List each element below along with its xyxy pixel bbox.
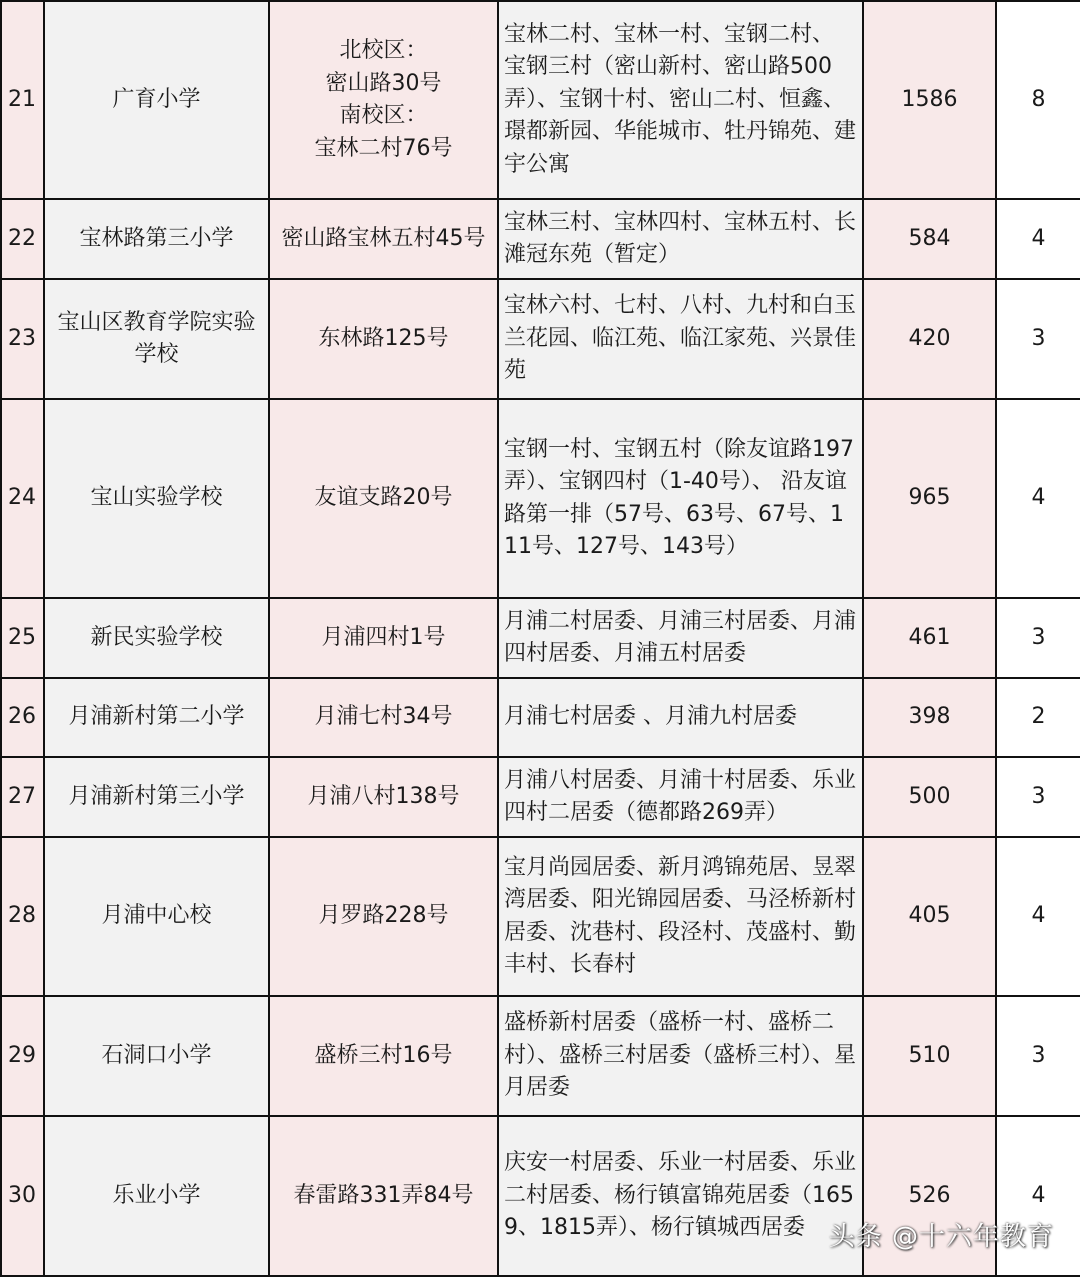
class-count: 8	[996, 1, 1080, 199]
address-line: 北校区：	[339, 38, 428, 63]
school-name: 乐业小学	[44, 1116, 269, 1276]
school-address	[269, 837, 498, 996]
address-line: 月罗路228号	[318, 903, 449, 929]
household-count: 500	[863, 757, 996, 837]
enrollment-area: 月浦八村居委、月浦十村居委、乐业四村二居委（德都路269弄）	[498, 757, 863, 837]
enrollment-area: 宝林六村、七村、八村、九村和白玉兰花园、临江苑、临江家苑、兴景佳苑	[498, 279, 863, 399]
school-address	[269, 1116, 498, 1276]
class-count: 4	[996, 399, 1080, 598]
row-number: 26	[1, 678, 44, 757]
school-address	[269, 399, 498, 598]
school-address	[269, 598, 498, 678]
address-line: 月浦四村1号	[321, 624, 446, 650]
household-count: 510	[863, 996, 996, 1116]
address-line: 南校区：	[339, 103, 428, 128]
school-address	[269, 996, 498, 1116]
school-name: 石洞口小学	[44, 996, 269, 1116]
address-line: 盛桥三村16号	[314, 1042, 453, 1068]
school-address	[269, 678, 498, 757]
household-count: 461	[863, 598, 996, 678]
school-name: 广育小学	[44, 1, 269, 199]
row-number: 25	[1, 598, 44, 678]
enrollment-area: 宝月尚园居委、新月鸿锦苑居、昱翠湾居委、阳光锦园居委、马泾桥新村居委、沈巷村、段泾村、茂盛村、勤丰村、长春村	[498, 837, 863, 996]
enrollment-area: 盛桥新村居委（盛桥一村、盛桥二村）、盛桥三村居委（盛桥三村）、星月居委	[498, 996, 863, 1116]
row-number: 27	[1, 757, 44, 837]
row-number: 30	[1, 1116, 44, 1276]
class-count: 3	[996, 757, 1080, 837]
school-address	[269, 279, 498, 399]
table-row	[1, 279, 1080, 399]
table-row	[1, 757, 1080, 837]
household-count: 1586	[863, 1, 996, 199]
class-count: 2	[996, 678, 1080, 757]
table-row	[1, 837, 1080, 996]
household-count: 405	[863, 837, 996, 996]
household-count: 584	[863, 199, 996, 279]
table-row	[1, 399, 1080, 598]
school-address	[269, 757, 498, 837]
class-count: 4	[996, 837, 1080, 996]
school-address	[269, 1, 498, 199]
address-line: 密山路宝林五村45号	[281, 225, 486, 251]
row-number: 29	[1, 996, 44, 1116]
enrollment-area: 月浦二村居委、月浦三村居委、月浦四村居委、月浦五村居委	[498, 598, 863, 678]
school-name: 宝山实验学校	[44, 399, 269, 598]
household-count: 398	[863, 678, 996, 757]
school-address	[269, 199, 498, 279]
enrollment-area: 月浦七村居委 、月浦九村居委	[498, 678, 863, 757]
row-number: 23	[1, 279, 44, 399]
household-count: 526	[863, 1116, 996, 1276]
table-row	[1, 678, 1080, 757]
table-body	[1, 1, 1080, 1276]
school-name: 宝林路第三小学	[44, 199, 269, 279]
household-count: 420	[863, 279, 996, 399]
row-number: 28	[1, 837, 44, 996]
enrollment-area: 宝林三村、宝林四村、宝林五村、长滩冠东苑（暂定）	[498, 199, 863, 279]
household-count: 965	[863, 399, 996, 598]
table-row	[1, 1, 1080, 199]
row-number: 24	[1, 399, 44, 598]
enrollment-area: 宝钢一村、宝钢五村（除友谊路197弄）、宝钢四村（1-40号）、 沿友谊路第一排（57号、63号、67号、111号、127号、143号）	[498, 399, 863, 598]
school-name: 月浦中心校	[44, 837, 269, 996]
address-line: 东林路125号	[318, 325, 449, 351]
enrollment-area: 宝林二村、宝林一村、宝钢二村、 宝钢三村（密山新村、密山路500弄）、宝钢十村、密山二村、恒鑫、璟都新园、华能城市、牡丹锦苑、建宇公寓	[498, 1, 863, 199]
address-line: 宝林二村76号	[314, 135, 453, 161]
school-name: 月浦新村第二小学	[44, 678, 269, 757]
address-line: 月浦七村34号	[314, 704, 453, 730]
enrollment-area: 庆安一村居委、乐业一村居委、乐业二村居委、杨行镇富锦苑居委（1659、1815弄）、杨行镇城西居委	[498, 1116, 863, 1276]
school-name: 月浦新村第三小学	[44, 757, 269, 837]
address-line: 密山路30号	[325, 70, 442, 96]
class-count: 3	[996, 598, 1080, 678]
row-number: 21	[1, 1, 44, 199]
school-name: 宝山区教育学院实验学校	[44, 279, 269, 399]
watermark: 头条 @十六年教育	[828, 1222, 1054, 1252]
row-number: 22	[1, 199, 44, 279]
class-count: 4	[996, 1116, 1080, 1276]
table-row	[1, 199, 1080, 279]
class-count: 4	[996, 199, 1080, 279]
address-line: 友谊支路20号	[314, 485, 453, 511]
table-row	[1, 996, 1080, 1116]
school-name: 新民实验学校	[44, 598, 269, 678]
table-row	[1, 598, 1080, 678]
class-count: 3	[996, 996, 1080, 1116]
class-count: 3	[996, 279, 1080, 399]
address-line: 春雷路331弄84号	[293, 1182, 474, 1208]
address-line: 月浦八村138号	[307, 783, 460, 809]
